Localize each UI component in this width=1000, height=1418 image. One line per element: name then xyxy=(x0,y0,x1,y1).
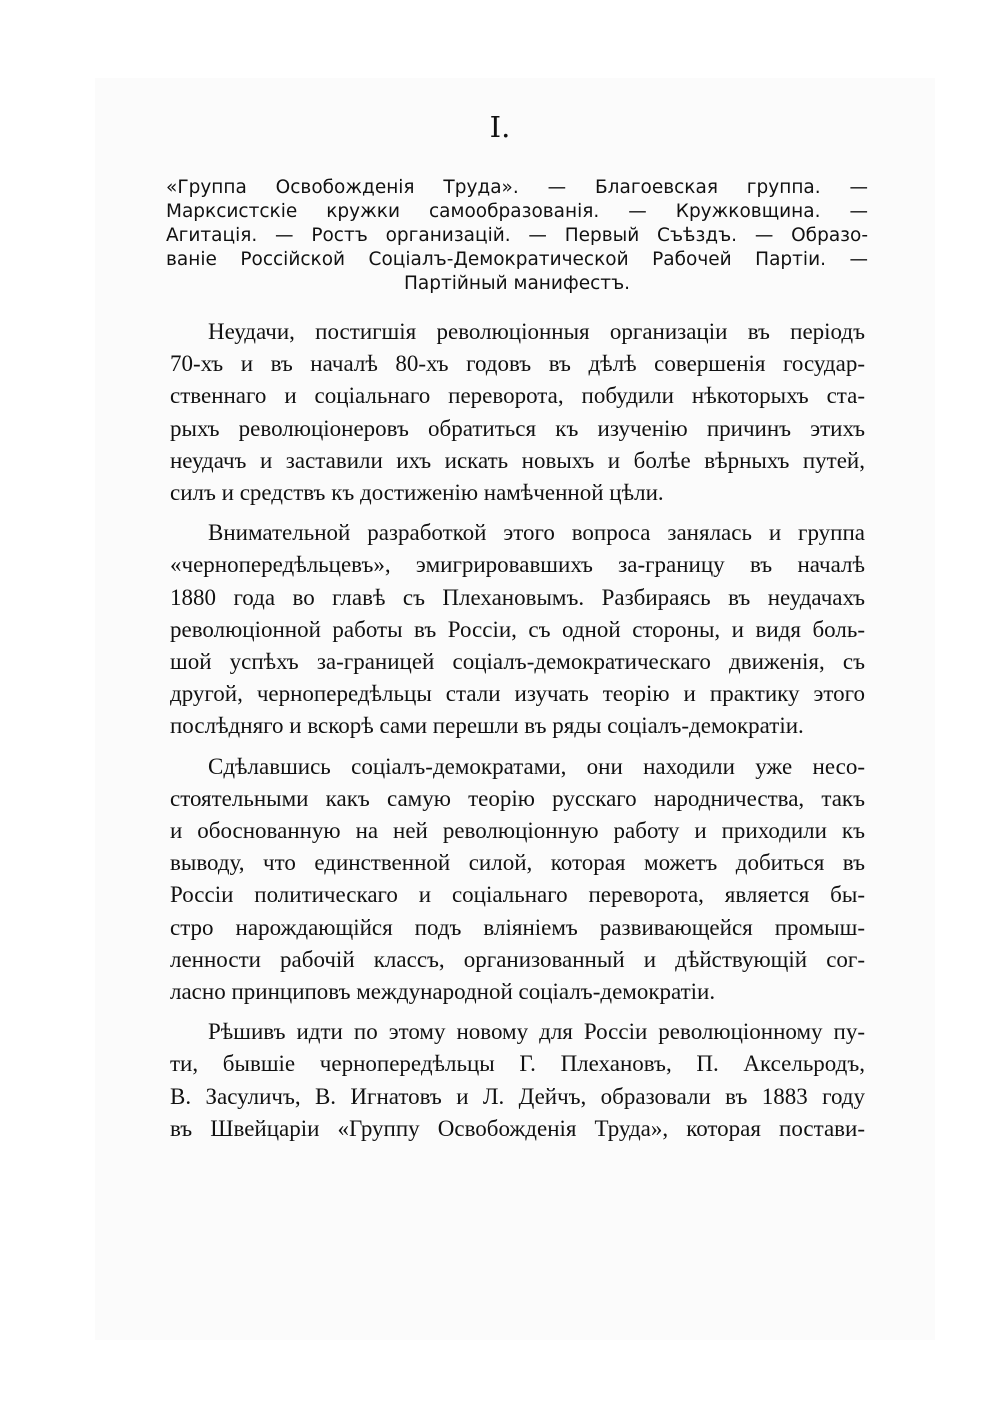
text-line: неудачъ и заставили ихъ искать новыхъ и болѣе вѣрныхъ путей, xyxy=(170,447,865,473)
text-line: ласно принциповъ международной соціалъ-демократіи. xyxy=(170,979,716,1005)
text-line: ти, бывшіе чернопередѣльцы Г. Плехановъ, П. Аксельродъ, xyxy=(170,1051,865,1077)
text-line: ленности рабочій классъ, организованный и дѣйствующій сог- xyxy=(170,946,865,972)
text-line: 70-хъ и въ началѣ 80-хъ годовъ въ дѣлѣ совершенія государ- xyxy=(170,351,865,377)
text-line: 1880 года во главѣ съ Плехановымъ. Разбираясь въ неудачахъ xyxy=(170,584,865,610)
text-line: Сдѣлавшись соціалъ-демократами, они находили уже несо- xyxy=(208,753,865,779)
text-line: Рѣшивъ идти по этому новому для Россіи революціонному пу- xyxy=(208,1019,865,1045)
paragraph-1 xyxy=(170,316,865,509)
text-line: силъ и средствъ къ достиженію намѣченной цѣли. xyxy=(170,480,664,506)
text-line: революціонной работы въ Россіи, съ одной стороны, и видя боль- xyxy=(170,616,865,642)
chapter-summary xyxy=(166,176,868,296)
paragraph-3 xyxy=(170,751,865,1009)
text-line: ственнаго и соціальнаго переворота, побудили нѣкоторыхъ ста- xyxy=(170,383,865,409)
paragraph-2 xyxy=(170,517,865,742)
summary-line: Партійный манифестъ. xyxy=(403,273,631,294)
text-line: Россіи политическаго и соціальнаго переворота, является бы- xyxy=(170,882,865,908)
text-line: «чернопередѣльцевъ», эмигрировавшихъ за-границу въ началѣ xyxy=(170,552,865,578)
text-line: другой, чернопередѣльцы стали изучать теорію и практику этого xyxy=(170,681,865,707)
text-line: Внимательной разработкой этого вопроса занялась и группа xyxy=(208,520,865,546)
text-line: стоятельными какъ самую теорію русскаго народничества, такъ xyxy=(170,785,865,811)
body-text xyxy=(170,316,865,1153)
text-line: выводу, что единственной силой, которая можетъ добиться въ xyxy=(170,850,865,876)
text-line: въ Швейцаріи «Группу Освобожденія Труда», которая постави- xyxy=(170,1115,865,1141)
text-line: послѣдняго и вскорѣ сами перешли въ ряды соціалъ-демократіи. xyxy=(170,713,804,739)
text-line: и обоснованную на ней революціонную работу и приходили къ xyxy=(170,818,865,844)
text-line: Неудачи, постигшія революціонныя организаціи въ періодъ xyxy=(208,319,865,344)
summary-line: Марксистскіе кружки самообразованія. — Кружковщина. — xyxy=(166,201,868,222)
paragraph-4 xyxy=(170,1016,865,1145)
text-line: шой успѣхъ за-границей соціалъ-демократическаго движенія, съ xyxy=(170,649,865,675)
text-line: рыхъ революціонеровъ обратиться къ изученію причинъ этихъ xyxy=(170,415,865,441)
summary-line: «Группа Освобожденія Труда». — Благоевская группа. — xyxy=(166,177,868,198)
chapter-numeral: I. xyxy=(489,110,511,144)
summary-line: ваніе Россійской Соціалъ-Демократической Рабочей Партіи. — xyxy=(166,249,868,270)
text-line: В. Засуличъ, В. Игнатовъ и Л. Дейчъ, образовали въ 1883 году xyxy=(170,1083,865,1109)
text-line: стро нарождающійся подъ вліяніемъ развивающейся промыш- xyxy=(170,914,865,940)
summary-line: Агитація. — Ростъ организацій. — Первый Съѣздъ. — Образо- xyxy=(166,225,868,246)
